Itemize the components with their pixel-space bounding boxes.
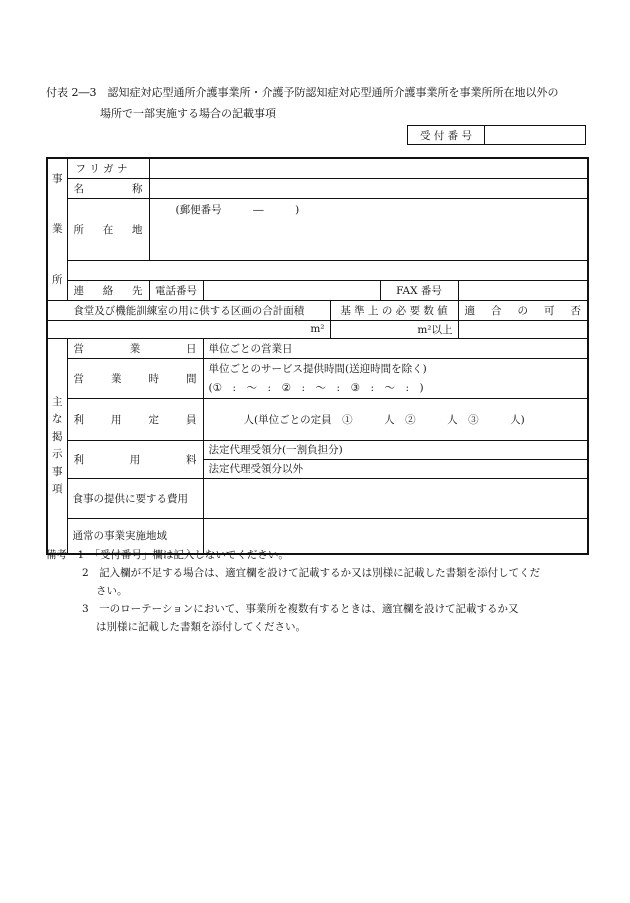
business-hours-slots: (① : ～ : ② : ～ : ③ : ～ : ) (208, 382, 424, 394)
area-value-field[interactable]: m² (47, 320, 330, 338)
note-2-cont: さい。 (96, 585, 128, 597)
fee-statutory-field[interactable]: 法定代理受領分(一割負担分) (203, 440, 588, 459)
service-region-label: 通常の事業実施地域 (67, 518, 203, 554)
name-field[interactable] (149, 178, 588, 198)
postal-code-field[interactable]: (郵便番号 ― ) (149, 198, 588, 220)
notes-head: 備考 (46, 549, 67, 561)
address-extra-2 (149, 260, 588, 280)
business-hours-label: 営 業 時 間 (67, 358, 203, 398)
meal-cost-label: 食事の提供に要する費用 (67, 478, 203, 518)
furigana-label: フ リ ガ ナ (67, 158, 149, 178)
receipt-number-label: 受 付 番 号 (408, 126, 485, 145)
receipt-number-field[interactable] (485, 126, 586, 145)
note-3: 3 一のローテーションにおいて、事業所を複数有するときは、適宜欄を設けて記載するか又 (82, 603, 519, 615)
office-section-label: 事 業 所 (47, 158, 67, 300)
note-3-cont: は別様に記載した書類を添付してください。 (96, 621, 306, 633)
fax-label: FAX 番号 (380, 280, 458, 300)
form-title-line1: 付表 2―3 認知症対応型通所介護事業所・介護予防認知症対応型通所介護事業所を事業所所在地以外の (46, 86, 559, 99)
business-days-field[interactable]: 単位ごとの営業日 (203, 338, 588, 358)
phone-label: 電話番号 (149, 280, 203, 300)
receipt-number-box (407, 125, 586, 145)
meal-cost-field[interactable] (203, 478, 588, 518)
furigana-field[interactable] (149, 158, 588, 178)
address-field[interactable] (149, 220, 588, 260)
name-label: 名 称 (67, 178, 149, 198)
fee-other-field[interactable]: 法定代理受領分以外 (203, 459, 588, 478)
notes (46, 546, 540, 636)
contact-label: 連 絡 先 (67, 280, 149, 300)
phone-field[interactable] (203, 280, 380, 300)
business-hours-field[interactable] (203, 358, 588, 398)
capacity-field[interactable]: 人(単位ごとの定員 ① 人 ② 人 ③ 人) (203, 398, 588, 440)
fax-field[interactable] (458, 280, 588, 300)
business-hours-note: 単位ごとのサービス提供時間(送迎時間を除く) (208, 363, 427, 375)
business-days-label: 営 業 日 (67, 338, 203, 358)
address-extra (67, 260, 149, 280)
note-1: 1 「受付番号」欄は記入しないでください。 (77, 549, 289, 561)
capacity-label: 利 用 定 員 (67, 398, 203, 440)
compliance-field[interactable] (458, 320, 588, 338)
note-2: 2 記入欄が不足する場合は、適宜欄を設けて記載するか又は別様に記載した書類を添付してくだ (82, 567, 541, 579)
compliance-label: 適 合 の 可 否 (458, 300, 588, 320)
form-table (46, 157, 589, 555)
required-value-label: 基 準 上 の 必 要 数 値 (330, 300, 458, 320)
fee-label: 利 用 料 (67, 440, 203, 478)
area-label: 食堂及び機能訓練室の用に供する区画の合計面積 (47, 300, 330, 320)
address-label: 所 在 地 (67, 198, 149, 260)
form-title-line2: 場所で一部実施する場合の記載事項 (100, 107, 276, 120)
main-items-section-label: 主 な 掲 示 事 項 (47, 338, 67, 554)
required-value-field[interactable]: m²以上 (330, 320, 458, 338)
